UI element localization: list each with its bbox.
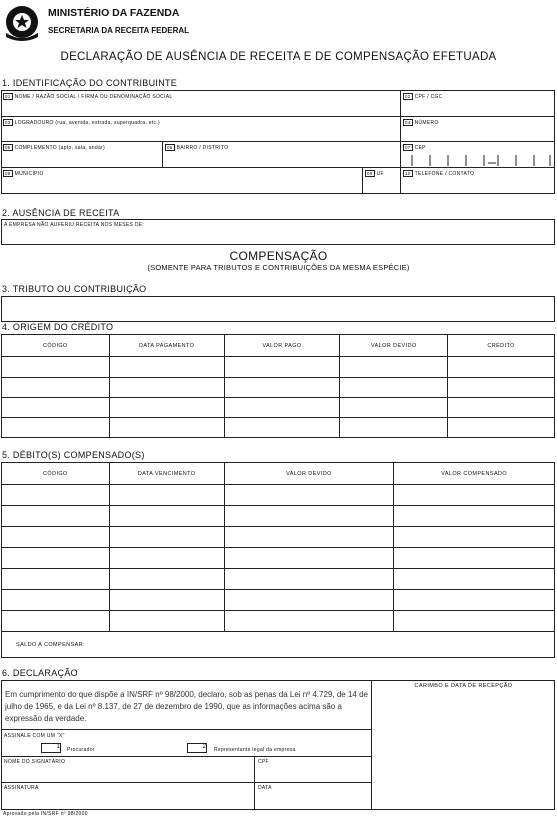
option-attorney-label: Procurador [67, 747, 95, 753]
secretariat-name: SECRETARIA DA RECEITA FEDERAL [48, 26, 190, 35]
section-5-title: 5. DÉBITO(S) COMPENSADO(S) [2, 450, 145, 460]
cep-digit-boxes [402, 153, 554, 167]
section-3-title: 3. TRIBUTO OU CONTRIBUIÇÃO [2, 284, 147, 294]
signer-name-field[interactable]: NOME DO SIGNATÁRIO [4, 759, 66, 765]
col-amount-due: VALOR DEVIDO [224, 463, 394, 485]
option-attorney-checkbox[interactable]: 1 [41, 743, 61, 753]
table-header-row [2, 463, 555, 485]
field-street[interactable]: 03 LOGRADOURO (rua, avenida, estrada, superquadra, etc.) [5, 120, 161, 126]
field-district[interactable]: 06 BAIRRO / DISTRITO [167, 145, 229, 151]
field-name[interactable]: 01 NOME / RAZÃO SOCIAL / FIRMA OU DENOMINAÇÃO SOCIAL [5, 94, 173, 100]
section-6-title: 6. DECLARAÇÃO [2, 668, 78, 678]
declaration-text: Em cumprimento do que dispõe a IN/SRF nº 98/2000, declaro, sob as penas da Lei nº 4.729, de 14 de julho de 1965, e da Lei nº 8.137, de 27 de dezembro de 1990, que as informações acima são a expressão da verdade. [5, 690, 368, 723]
field-uf[interactable]: 09 UF [367, 171, 384, 177]
table-row [2, 357, 555, 378]
option-legal-rep-label: Representante legal da empresa [214, 747, 296, 753]
field-cpf-cgc[interactable]: 02 CPF / CGC [405, 94, 443, 100]
col-due-date: DATA VENCIMENTO [109, 463, 224, 485]
balance-row [2, 632, 555, 658]
compensated-debits-table [1, 462, 555, 658]
table-row [2, 590, 555, 611]
table-header-row [2, 335, 555, 357]
col-code: CÓDIGO [2, 335, 110, 357]
table-row [2, 548, 555, 569]
no-revenue-text: A EMPRESA NÃO AUFERIU RECEITA NOS MESES DE: [4, 222, 145, 228]
footer-approval: Aprovado pela IN/SRF nº 98/2000 [3, 811, 88, 817]
table-row [2, 398, 555, 418]
table-row [2, 611, 555, 632]
col-amount-due: VALOR DEVIDO [340, 335, 448, 357]
field-number[interactable]: 04 NÚMERO [405, 120, 439, 126]
option-legal-rep-checkbox[interactable]: 2 [187, 743, 207, 753]
col-credit: CRÉDITO [448, 335, 555, 357]
table-row [2, 418, 555, 438]
mark-instruction: ASSINALE COM UM "X" [4, 733, 65, 739]
col-payment-date: DATA PAGAMENTO [109, 335, 224, 357]
form-title: DECLARAÇÃO DE AUSÊNCIA DE RECEITA E DE COMPENSAÇÃO EFETUADA [60, 51, 497, 63]
col-amount-compensated: VALOR COMPENSADO [394, 463, 555, 485]
field-phone[interactable]: 10 TELEFONE / CONTATO [405, 171, 475, 177]
field-complement[interactable]: 05 COMPLEMENTO (apto, sala, andar) [5, 145, 105, 151]
compensation-title: COMPENSAÇÃO [229, 249, 328, 263]
balance-label: SALDO A COMPENSAR: [16, 641, 85, 648]
table-row [2, 506, 555, 527]
credit-origin-table [1, 334, 555, 438]
field-cep[interactable]: 07 CEP [405, 145, 426, 151]
coat-of-arms-logo [3, 3, 41, 41]
table-row [2, 569, 555, 590]
table-row [2, 527, 555, 548]
col-amount-paid: VALOR PAGO [224, 335, 340, 357]
identification-box [1, 90, 555, 194]
compensation-subtitle: (SOMENTE PARA TRIBUTOS E CONTRIBUIÇÕES DA MESMA ESPÉCIE) [147, 263, 410, 272]
section-4-title: 4. ORIGEM DO CRÉDITO [2, 322, 114, 332]
col-code: CÓDIGO [2, 463, 110, 485]
signer-cpf-field[interactable]: CPF [258, 759, 269, 765]
section-2-title: 2. AUSÊNCIA DE RECEITA [2, 208, 120, 218]
stamp-label: CARIMBO E DATA DE RECEPÇÃO [414, 683, 513, 689]
table-row [2, 485, 555, 506]
table-row [2, 378, 555, 398]
field-city[interactable]: 08 MUNICÍPIO [5, 171, 44, 177]
date-field[interactable]: DATA [258, 785, 272, 791]
tax-box[interactable] [1, 296, 555, 322]
signature-field[interactable]: ASSINATURA [4, 785, 39, 791]
section-1-title: 1. IDENTIFICAÇÃO DO CONTRIBUINTE [2, 78, 178, 88]
ministry-name: MINISTÉRIO DA FAZENDA [48, 7, 180, 19]
